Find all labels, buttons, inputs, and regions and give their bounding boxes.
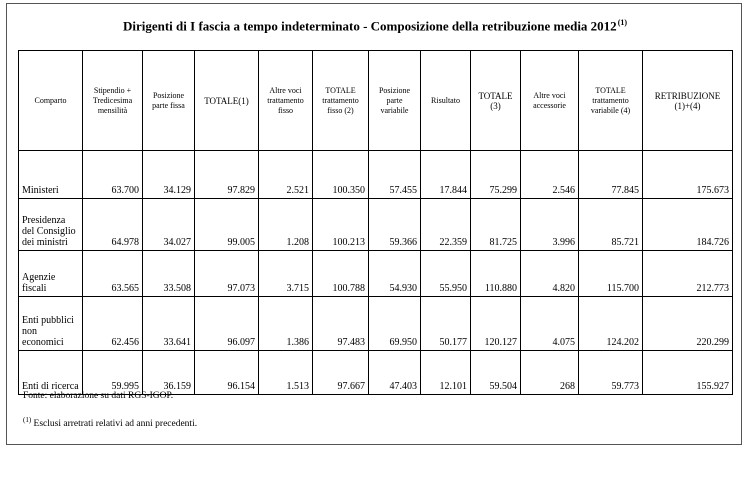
document-frame: [6, 3, 742, 445]
table-row: [19, 297, 733, 351]
table-cell: 75.299: [471, 151, 521, 199]
table-title: [7, 18, 743, 34]
table-cell: 110.880: [471, 251, 521, 297]
table-cell: 97.829: [195, 151, 259, 199]
table-cell: 85.721: [579, 199, 643, 251]
header-cell: Altre voci accessorie: [521, 51, 579, 151]
header-cell: TOTALE trattamento variabile (4): [579, 51, 643, 151]
header-cell: Stipendio + Tredicesima mensilità: [83, 51, 143, 151]
table-cell: 220.299: [643, 297, 733, 351]
header-cell: TOTALE(1): [195, 51, 259, 151]
table-cell: 17.844: [421, 151, 471, 199]
table-cell: 3.715: [259, 251, 313, 297]
row-label: Presidenza del Consiglio dei ministri: [19, 199, 83, 251]
table-cell: 3.996: [521, 199, 579, 251]
table-cell: 100.788: [313, 251, 369, 297]
table-cell: 22.359: [421, 199, 471, 251]
table-cell: 81.725: [471, 199, 521, 251]
table-cell: 33.641: [143, 297, 195, 351]
table-cell: 47.403: [369, 351, 421, 395]
row-label: Agenzie fiscali: [19, 251, 83, 297]
table-row: [19, 251, 733, 297]
header-cell: Posizione parte fissa: [143, 51, 195, 151]
table-cell: 63.700: [83, 151, 143, 199]
table-cell: 96.154: [195, 351, 259, 395]
table-cell: 120.127: [471, 297, 521, 351]
table-cell: 97.667: [313, 351, 369, 395]
table-cell: 268: [521, 351, 579, 395]
table-cell: 34.027: [143, 199, 195, 251]
table-cell: 175.673: [643, 151, 733, 199]
table-cell: 36.159: [143, 351, 195, 395]
table-cell: 12.101: [421, 351, 471, 395]
table-cell: 100.213: [313, 199, 369, 251]
table-cell: 1.513: [259, 351, 313, 395]
title-footnote-mark: (1): [617, 18, 628, 27]
table-cell: 1.208: [259, 199, 313, 251]
table-cell: 59.366: [369, 199, 421, 251]
table-cell: 33.508: [143, 251, 195, 297]
table-cell: 212.773: [643, 251, 733, 297]
title-text: Dirigenti di I fascia a tempo indeterminato - Composizione della retribuzione media 2012: [122, 18, 617, 34]
header-cell: Posizione parte variabile: [369, 51, 421, 151]
table-row: [19, 151, 733, 199]
table-cell: 54.930: [369, 251, 421, 297]
table-cell: 57.455: [369, 151, 421, 199]
table-cell: 34.129: [143, 151, 195, 199]
table-cell: 77.845: [579, 151, 643, 199]
table-row: [19, 199, 733, 251]
table-cell: 97.073: [195, 251, 259, 297]
table-cell: 4.075: [521, 297, 579, 351]
header-cell: TOTALE (3): [471, 51, 521, 151]
table-cell: 184.726: [643, 199, 733, 251]
table-cell: 64.978: [83, 199, 143, 251]
table-cell: 2.521: [259, 151, 313, 199]
table-cell: 55.950: [421, 251, 471, 297]
table-cell: 115.700: [579, 251, 643, 297]
table-cell: 96.097: [195, 297, 259, 351]
table-cell: 1.386: [259, 297, 313, 351]
header-cell: Risultato: [421, 51, 471, 151]
footnote-mark: (1): [23, 416, 32, 424]
table-row: [19, 351, 733, 395]
header-cell: Altre voci trattamento fisso: [259, 51, 313, 151]
table-cell: 97.483: [313, 297, 369, 351]
table-cell: 59.773: [579, 351, 643, 395]
row-label: Enti di ricerca: [19, 351, 83, 395]
table-cell: 69.950: [369, 297, 421, 351]
table-cell: 59.995: [83, 351, 143, 395]
row-label: Ministeri: [19, 151, 83, 199]
table-cell: 4.820: [521, 251, 579, 297]
source-note: Fonte: elaborazione su dati RGS-IGOP.: [23, 391, 174, 401]
table-cell: 2.546: [521, 151, 579, 199]
table-cell: 62.456: [83, 297, 143, 351]
table-cell: 99.005: [195, 199, 259, 251]
table-cell: 63.565: [83, 251, 143, 297]
header-row: [19, 51, 733, 151]
table-cell: 100.350: [313, 151, 369, 199]
row-label: Enti pubblici non economici: [19, 297, 83, 351]
footnote-text: Esclusi arretrati relativi ad anni precedenti.: [31, 419, 198, 430]
header-cell: Comparto: [19, 51, 83, 151]
header-cell: TOTALE trattamento fisso (2): [313, 51, 369, 151]
footnote: [23, 416, 197, 429]
salary-table: [18, 50, 733, 395]
table-cell: 59.504: [471, 351, 521, 395]
table-cell: 155.927: [643, 351, 733, 395]
header-cell: RETRIBUZIONE (1)+(4): [643, 51, 733, 151]
table-cell: 50.177: [421, 297, 471, 351]
table-cell: 124.202: [579, 297, 643, 351]
